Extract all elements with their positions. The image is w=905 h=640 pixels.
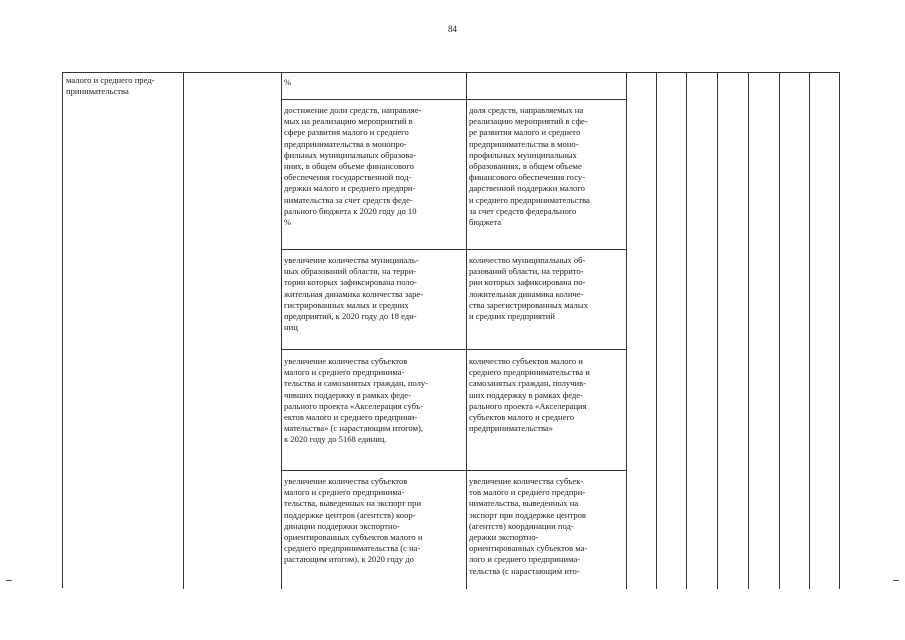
- column-divider: [183, 73, 184, 589]
- unit-cell: %: [284, 77, 292, 87]
- result-cell-2: увеличение количества муниципаль- ных образований области, на терри- тории которых зафиксирована поло- жительная динамика количества заре- гистрированных малых и средних предприятий, к 2020 году до 18 еди- ниц: [284, 255, 424, 333]
- column-divider: [717, 73, 718, 589]
- column-divider: [809, 73, 810, 589]
- right-edge-mark: [893, 580, 899, 581]
- indicator-cell-4: увеличение количества субъек- тов малого и среднего предпри- нимательства, выведенных на экспорт при поддержке центров (агентств) координации под- держки экспортно- ориентированных субъектов ма- лого и среднего предпринима- тельства (с нарастающим ито-: [469, 476, 588, 576]
- row-divider: [281, 249, 627, 250]
- column-divider: [839, 73, 840, 589]
- left-edge-mark: [6, 580, 12, 581]
- document-table: [62, 72, 840, 588]
- result-cell-1: достижение доли средств, направляе- мых на реализацию мероприятий в сфере развития малого и среднего предпринимательства в монопро- фильных муниципальных образова- ниях, в общем объеме финансового обеспечения государственной под- держки малого и среднего предпри- нимательства за счет средств феде- рального бюджета к 2020 году до 10 %: [284, 105, 422, 228]
- indicator-cell-1: доля средств, направляемых на реализацию мероприятий в сфе- ре развития малого и среднего предпринимательства в моно- профильных муниципальных образованиях, в общем объеме финансового обеспечения госу- дарственной поддержки малого и среднего предпринимательства за счет средств федерального бюджета: [469, 105, 590, 228]
- result-cell-4: увеличение количества субъектов малого и среднего предпринима- тельства, выведенных на экспорт при поддержке центров (агентств) коор- динации поддержки экспортно- ориентированных субъектов малого и среднего предпринимательства (с на- растающим итогом), к 2020 году до: [284, 476, 423, 565]
- column-divider: [656, 73, 657, 589]
- row-divider: [281, 349, 627, 350]
- result-cell-3: увеличение количества субъектов малого и среднего предпринима- тельства и самозанятых граждан, полу- чивших поддержку в рамках феде- рального проекта «Акселерация субъ- ектов малого и среднего предприни- мательства» (с нарастающим итогом), к 2020 году до 5168 единиц.: [284, 356, 429, 445]
- page-number: 84: [448, 24, 457, 34]
- column-divider: [686, 73, 687, 589]
- category-cell: малого и среднего пред- принимательства: [66, 75, 155, 97]
- row-divider: [281, 99, 627, 100]
- row-divider: [281, 470, 627, 471]
- column-divider: [626, 73, 627, 589]
- column-divider: [748, 73, 749, 589]
- indicator-cell-3: количество субъектов малого и среднего предпринимательства и самозанятых граждан, получив- ших поддержку в рамках феде- рального проекта «Акселерация субъектов малого и среднего предпринимательства»: [469, 356, 590, 434]
- column-divider: [779, 73, 780, 589]
- indicator-cell-2: количество муниципальных об- разований области, на террито- рии которых зафиксирована по- ложительная динамика количе- ства зарегистрированных малых и средних предприятий: [469, 255, 588, 322]
